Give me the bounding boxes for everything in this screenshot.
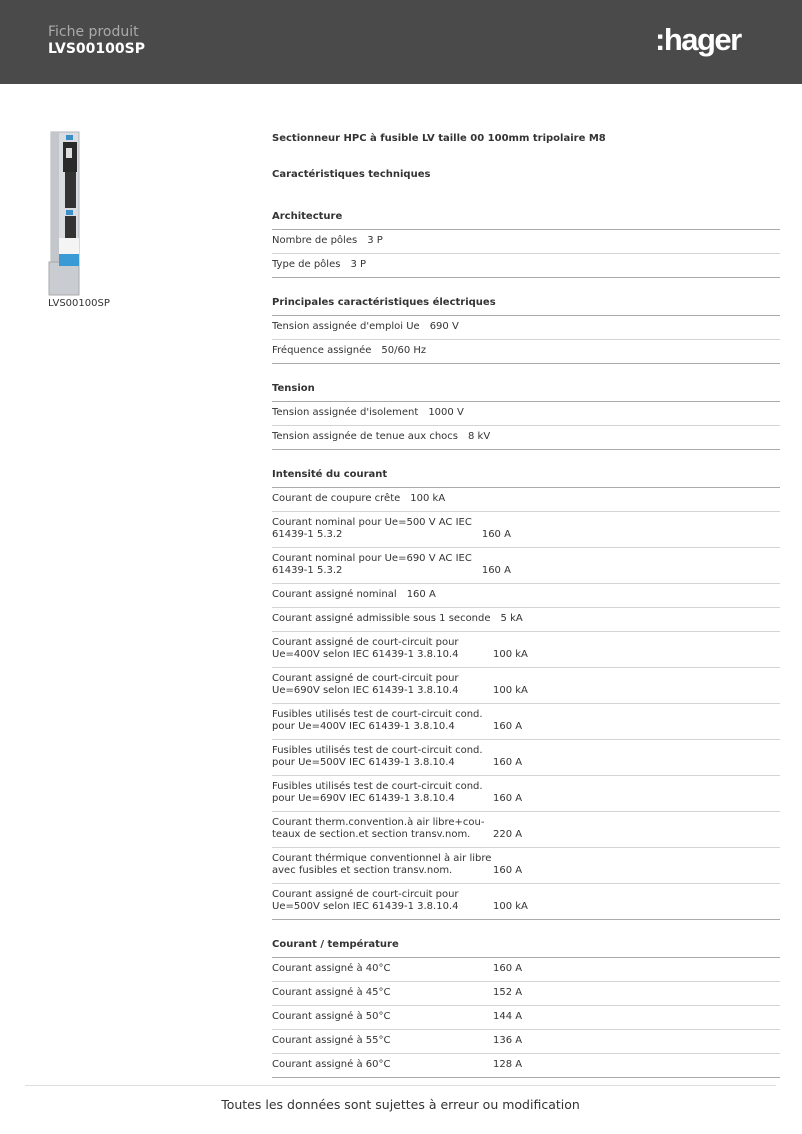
section-heading: Courant / température [272, 939, 399, 950]
spec-label: Courant de coupure crête [272, 493, 401, 504]
hager-logo: :hager [655, 22, 741, 57]
spec-row [272, 547, 780, 583]
spec-value: 50/60 Hz [381, 345, 427, 356]
spec-label: Courant assigné de court-circuit pour Ue=500V selon IEC 61439-1 3.8.10.4 [272, 889, 459, 912]
spec-value: 152 A [493, 987, 523, 998]
spec-value: 160 A [493, 757, 523, 768]
section-heading: Principales caractéristiques électriques [272, 297, 496, 308]
spec-section [272, 278, 780, 364]
spec-row [272, 1005, 780, 1029]
spec-row [272, 607, 780, 631]
spec-value: 160 A [493, 865, 523, 876]
spec-section [272, 920, 780, 1078]
spec-section [272, 181, 780, 278]
spec-value: 3 P [350, 259, 367, 270]
spec-section [272, 364, 780, 450]
spec-row [272, 401, 780, 425]
header-subtitle: Fiche produit [48, 24, 139, 40]
spec-label: Courant thérmique conventionnel à air libre avec fusibles et section transv.nom. [272, 853, 492, 876]
spec-row [272, 425, 780, 450]
spec-value: 160 A [481, 529, 511, 540]
tech-heading: Caractéristiques techniques [272, 169, 431, 180]
spec-label: Courant assigné à 60°C [272, 1059, 391, 1070]
spec-row [272, 487, 780, 511]
spec-label: Fusibles utilisés test de court-circuit cond. pour Ue=400V IEC 61439-1 3.8.10.4 [272, 709, 483, 732]
spec-label: Courant assigné admissible sous 1 seconde [272, 613, 491, 624]
spec-value: 100 kA [410, 493, 446, 504]
spec-section [272, 450, 780, 920]
spec-label: Fusibles utilisés test de court-circuit cond. pour Ue=690V IEC 61439-1 3.8.10.4 [272, 781, 483, 804]
spec-row [272, 847, 780, 883]
spec-row [272, 315, 780, 339]
spec-label: Fréquence assignée [272, 345, 372, 356]
spec-label: Courant therm.convention.à air libre+cou- teaux de section.et section transv.nom. [272, 817, 485, 840]
spec-label: Courant assigné à 45°C [272, 987, 391, 998]
spec-row [272, 631, 780, 667]
section-heading: Intensité du courant [272, 469, 388, 480]
spec-label: Tension assignée d'isolement [272, 407, 419, 418]
spec-label: Nombre de pôles [272, 235, 358, 246]
section-heading: Architecture [272, 211, 343, 222]
spec-value: 128 A [493, 1059, 523, 1070]
spec-value: 220 A [493, 829, 523, 840]
page-header [0, 0, 802, 84]
spec-label: Tension assignée d'emploi Ue [272, 321, 420, 332]
spec-label: Courant assigné nominal [272, 589, 397, 600]
spec-row [272, 811, 780, 847]
spec-label: Courant assigné de court-circuit pour Ue=400V selon IEC 61439-1 3.8.10.4 [272, 637, 459, 660]
product-image [47, 130, 83, 297]
spec-label: Courant nominal pour Ue=500 V AC IEC 61439-1 5.3.2 [272, 517, 472, 540]
spec-value: 144 A [493, 1011, 523, 1022]
spec-value: 160 A [493, 793, 523, 804]
spec-row [272, 253, 780, 278]
spec-value: 160 A [406, 589, 436, 600]
spec-label: Courant assigné à 40°C [272, 963, 391, 974]
spec-row [272, 1029, 780, 1053]
spec-value: 100 kA [493, 901, 528, 912]
spec-label: Courant assigné de court-circuit pour Ue=690V selon IEC 61439-1 3.8.10.4 [272, 673, 459, 696]
spec-row [272, 511, 780, 547]
header-product-code: LVS00100SP [48, 41, 145, 57]
section-heading: Tension [272, 383, 315, 394]
spec-value: 690 V [429, 321, 459, 332]
spec-row [272, 1053, 780, 1078]
spec-value: 136 A [493, 1035, 523, 1046]
spec-row [272, 775, 780, 811]
spec-value: 3 P [367, 235, 383, 246]
spec-row [272, 703, 780, 739]
spec-label: Type de pôles [272, 259, 341, 270]
product-caption: LVS00100SP [48, 298, 110, 309]
spec-row [272, 229, 780, 253]
spec-label: Fusibles utilisés test de court-circuit cond. pour Ue=500V IEC 61439-1 3.8.10.4 [272, 745, 483, 768]
spec-row [272, 583, 780, 607]
spec-row [272, 739, 780, 775]
spec-row [272, 883, 780, 920]
spec-label: Courant nominal pour Ue=690 V AC IEC 61439-1 5.3.2 [272, 553, 472, 576]
spec-row [272, 667, 780, 703]
spec-content [272, 133, 780, 1078]
spec-value: 8 kV [468, 431, 491, 442]
spec-value: 1000 V [428, 407, 464, 418]
spec-value: 5 kA [500, 613, 523, 624]
spec-row [272, 339, 780, 364]
spec-label: Tension assignée de tenue aux chocs [272, 431, 459, 442]
spec-label: Courant assigné à 50°C [272, 1011, 391, 1022]
product-title: Sectionneur HPC à fusible LV taille 00 100mm tripolaire M8 [272, 133, 606, 144]
spec-value: 100 kA [493, 649, 528, 660]
spec-label: Courant assigné à 55°C [272, 1035, 391, 1046]
spec-value: 100 kA [493, 685, 528, 696]
spec-row [272, 981, 780, 1005]
footer-disclaimer: Toutes les données sont sujettes à erreur ou modification [25, 1085, 776, 1112]
spec-value: 160 A [493, 721, 523, 732]
spec-row [272, 957, 780, 981]
spec-value: 160 A [493, 963, 523, 974]
spec-value: 160 A [481, 565, 511, 576]
